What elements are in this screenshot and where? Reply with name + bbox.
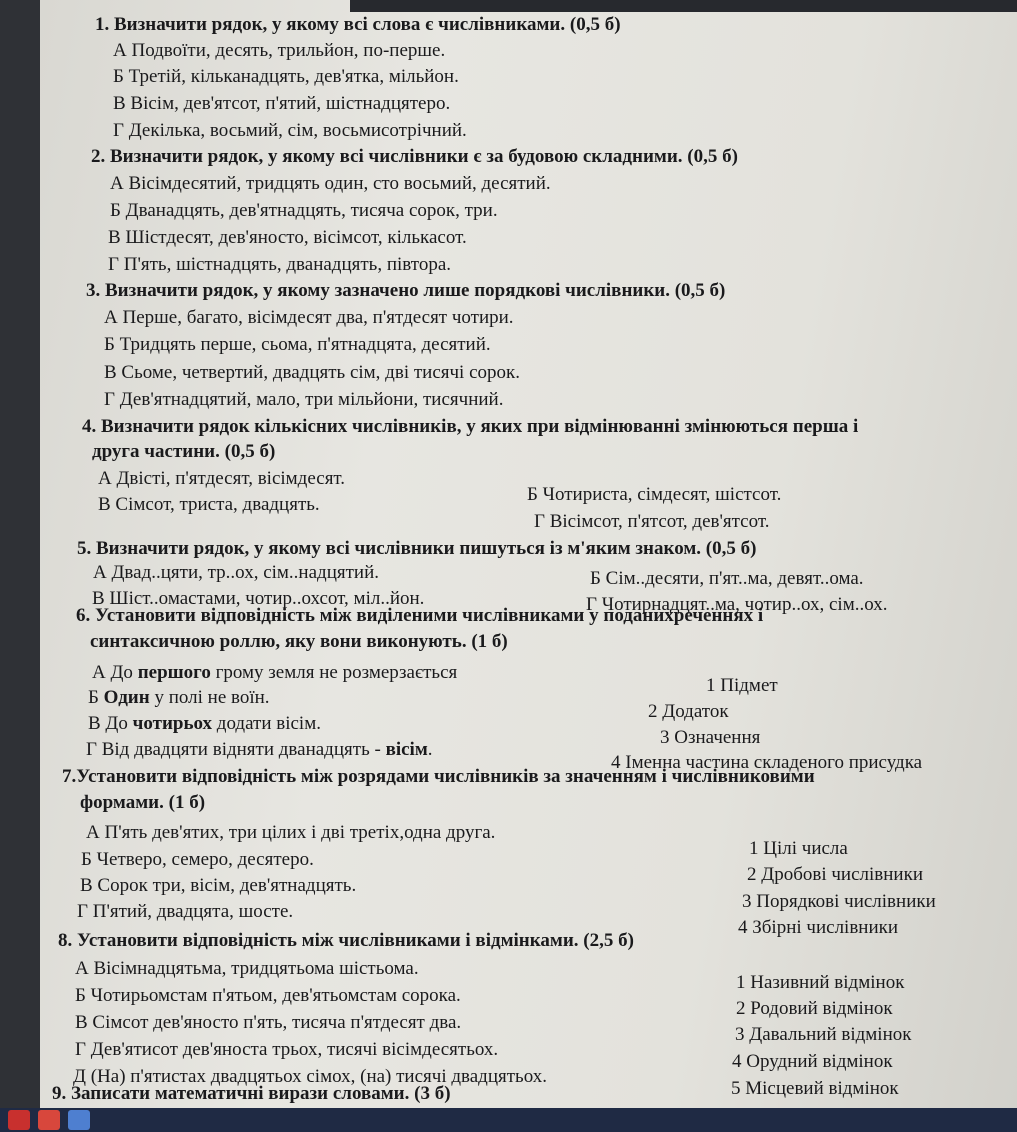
q7-title-line2: формами. (1 б) — [80, 792, 206, 813]
q7-answer-1: 1 Цілі числа — [749, 838, 848, 859]
q2-option-v: В Шістдесят, дев'яносто, вісімсот, кількасот. — [108, 227, 467, 248]
q5-option-v: В Шіст..омастами, чотир..охсот, міл..йон. — [92, 588, 425, 609]
q5-title: 5. Визначити рядок, у якому всі числівники пишуться із м'яким знаком. (0,5 б) — [77, 538, 757, 559]
q6-item-g: Г Від двадцяти відняти дванадцять - вісім. — [86, 739, 433, 760]
q3-option-g: Г Дев'ятнадцятий, мало, три мільйони, тисячний. — [104, 389, 504, 410]
q5-option-b: Б Сім..десяти, п'ят..ма, девят..ома. — [590, 568, 864, 589]
q6-answer-4: 4 Іменна частина складеного присудка — [611, 752, 923, 773]
q7-answer-3: 3 Порядкові числівники — [742, 891, 936, 912]
q7-answer-2: 2 Дробові числівники — [747, 864, 924, 885]
q7-title-line1: 7.Установити відповідність між розрядами числівників за значенням і числівниковими — [62, 766, 815, 787]
q3-title: 3. Визначити рядок, у якому зазначено лише порядкові числівники. (0,5 б) — [86, 280, 726, 301]
q7-item-v: В Сорок три, вісім, дев'ятнадцять. — [80, 875, 357, 896]
q8-answer-2: 2 Родовий відмінок — [736, 998, 893, 1019]
q6-title-line2: синтаксичною роллю, яку вони виконують. (1 б) — [90, 631, 508, 652]
q7-item-a: А П'ять дев'ятих, три цілих і дві третіх,одна друга. — [86, 822, 496, 843]
q5-option-g: Г Чотирнадцят..ма, чотир..ох, сім..ох. — [586, 594, 888, 615]
q1-option-b: Б Третій, кільканадцять, дев'ятка, мільйон. — [113, 66, 459, 87]
q2-option-a: А Вісімдесятий, тридцять один, сто восьмий, десятий. — [110, 173, 551, 194]
q4-title-line2: друга частини. (0,5 б) — [92, 441, 276, 462]
q3-option-a: А Перше, багато, вісімдесят два, п'ятдесят чотири. — [104, 307, 514, 328]
app-icon[interactable] — [68, 1110, 90, 1130]
q8-title: 8. Установити відповідність між числівниками і відмінками. (2,5 б) — [58, 930, 634, 951]
q8-item-a: А Вісімнадцятьма, тридцятьома шістьома. — [75, 958, 419, 979]
q2-option-b: Б Дванадцять, дев'ятнадцять, тисяча сорок, три. — [110, 200, 498, 221]
q8-item-d: Д (На) п'ятистах двадцятьох сімох, (на) тисячі двадцятьох. — [73, 1066, 547, 1087]
q1-title: 1. Визначити рядок, у якому всі слова є числівниками. (0,5 б) — [95, 14, 621, 35]
app-icon[interactable] — [38, 1110, 60, 1130]
q6-answer-1: 1 Підмет — [706, 675, 778, 696]
q1-option-g: Г Декілька, восьмий, сім, восьмисотрічний. — [113, 120, 467, 141]
q4-title-line1: 4. Визначити рядок кількісних числівників, у яких при відмінюванні змінюються перша і — [82, 416, 859, 437]
q8-item-b: Б Чотирьомстам п'ятьом, дев'ятьомстам сорока. — [75, 985, 461, 1006]
q4-option-g: Г Вісімсот, п'ятсот, дев'ятсот. — [534, 511, 770, 532]
q7-item-g: Г П'ятий, двадцята, шосте. — [77, 901, 294, 922]
app-icon[interactable] — [8, 1110, 30, 1130]
q6-item-v: В До чотирьох додати вісім. — [88, 713, 321, 734]
q2-option-g: Г П'ять, шістнадцять, дванадцять, півтора. — [108, 254, 452, 275]
q9-title: 9. Записати математичні вирази словами. (3 б) — [52, 1083, 451, 1104]
q6-item-a: А До першого грому земля не розмерзається — [92, 662, 458, 683]
taskbar — [0, 1108, 1017, 1132]
q8-answer-3: 3 Давальний відмінок — [735, 1024, 912, 1045]
q8-answer-4: 4 Орудний відмінок — [732, 1051, 893, 1072]
q3-option-b: Б Тридцять перше, сьома, п'ятнадцята, десятий. — [104, 334, 491, 355]
window-top-edge — [350, 0, 1017, 12]
q4-option-v: В Сімсот, триста, двадцять. — [98, 494, 320, 515]
q1-option-v: В Вісім, дев'ятсот, п'ятий, шістнадцятеро. — [113, 93, 451, 114]
q7-answer-4: 4 Збірні числівники — [738, 917, 899, 938]
q5-option-a: А Двад..цяти, тр..ох, сім..надцятий. — [93, 562, 379, 583]
q2-title: 2. Визначити рядок, у якому всі числівники є за будовою складними. (0,5 б) — [91, 146, 738, 167]
q6-title-line1: 6. Установити відповідність між виділеними числівниками у поданихреченнях і — [76, 605, 764, 626]
q1-option-a: А Подвоїти, десять, трильйон, по-перше. — [113, 40, 446, 61]
q3-option-v: В Сьоме, четвертий, двадцять сім, дві тисячі сорок. — [104, 362, 520, 383]
q8-item-g: Г Дев'ятисот дев'яноста трьох, тисячі вісімдесятьох. — [75, 1039, 499, 1060]
q6-answer-3: 3 Означення — [660, 727, 761, 748]
q4-option-b: Б Чотириста, сімдесят, шістсот. — [527, 484, 782, 505]
q8-answer-5: 5 Місцевий відмінок — [731, 1078, 899, 1099]
q7-item-b: Б Четверо, семеро, десятеро. — [81, 849, 314, 870]
q6-item-b: Б Один у полі не воїн. — [88, 687, 270, 708]
q4-option-a: А Двісті, п'ятдесят, вісімдесят. — [98, 468, 346, 489]
q6-answer-2: 2 Додаток — [648, 701, 729, 722]
q8-item-v: В Сімсот дев'яносто п'ять, тисяча п'ятдесят два. — [75, 1012, 462, 1033]
q8-answer-1: 1 Називний відмінок — [736, 972, 905, 993]
